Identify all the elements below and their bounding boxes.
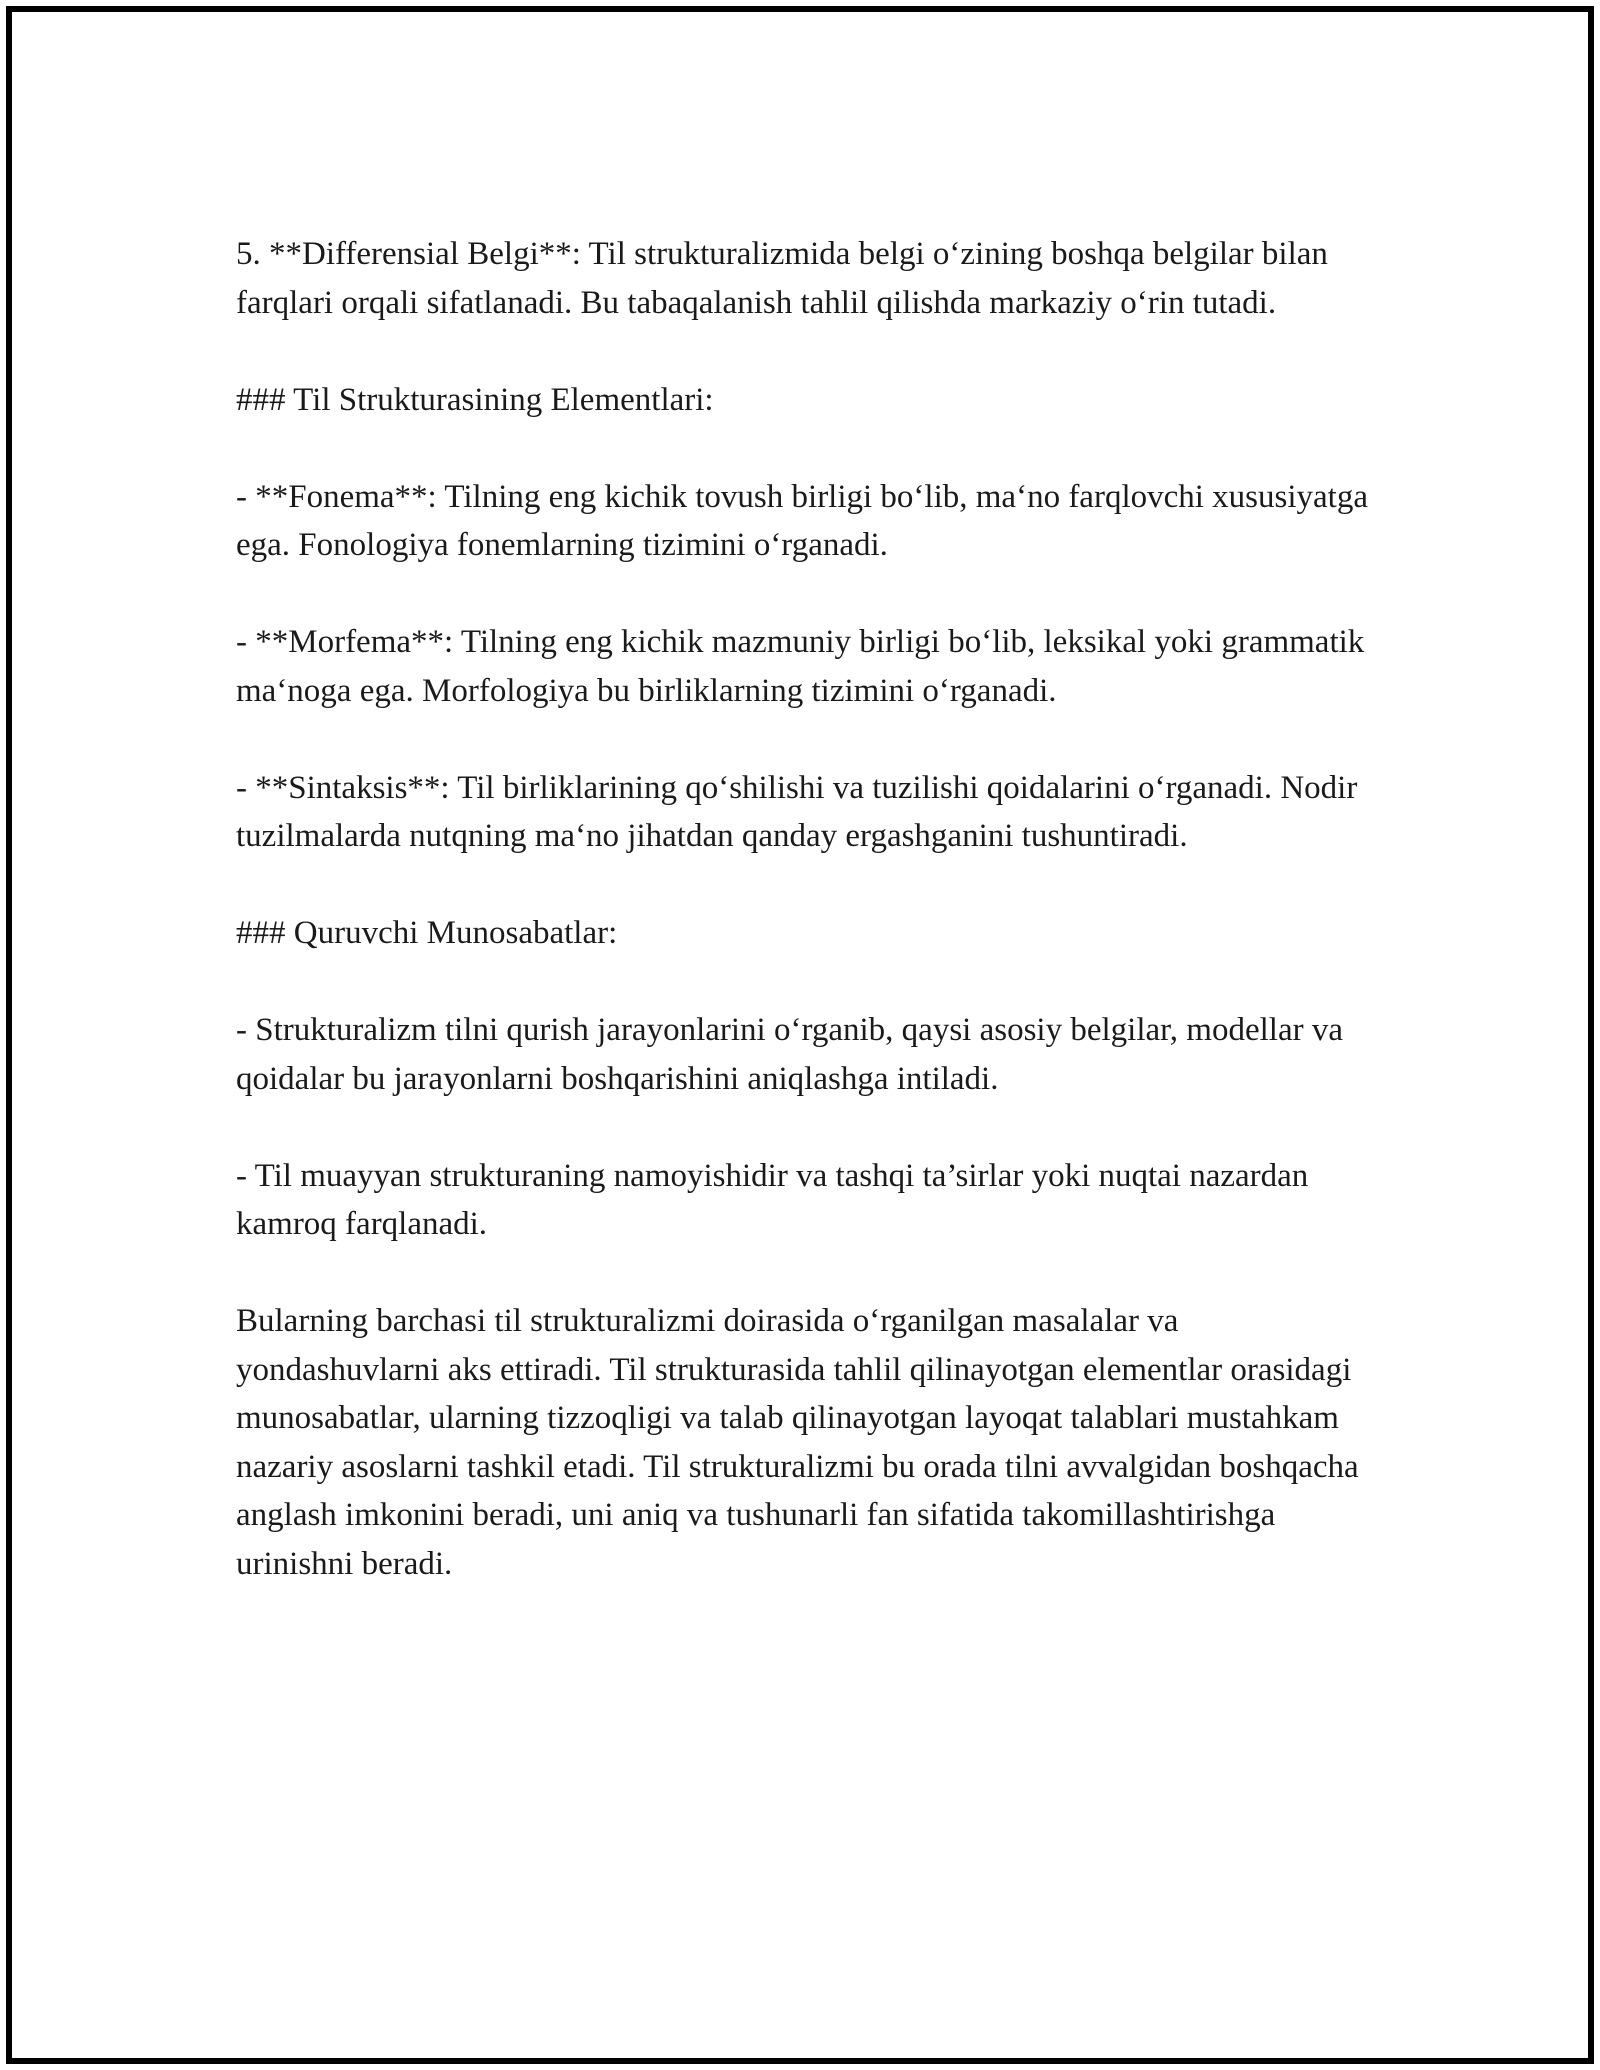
list-item-strukturalizm: - Strukturalizm tilni qurish jarayonlarini o‘rganib, qaysi asosiy belgilar, modellar va qoidalar bu jarayonlarni boshqarishini aniqlashga intiladi.	[236, 1012, 1343, 1097]
document-body	[236, 230, 1386, 1588]
list-item-fonema: - **Fonema**: Tilning eng kichik tovush birligi bo‘lib, ma‘no farqlovchi xususiyatga ega. Fonologiya fonemlarning tizimini o‘rganadi.	[236, 478, 1368, 563]
heading-til-strukturasining-elementlari: ### Til Strukturasining Elementlari:	[236, 381, 714, 418]
list-item-morfema: - **Morfema**: Tilning eng kichik mazmuniy birligi bo‘lib, leksikal yoki grammatik ma‘noga ega. Morfologiya bu birliklarning tizimini o‘rganadi.	[236, 624, 1365, 709]
paragraph-differensial-belgi: 5. **Differensial Belgi**: Til strukturalizmida belgi o‘zining boshqa belgilar bilan farqlari orqali sifatlanadi. Bu tabaqalanish tahlil qilishda markaziy o‘rin tutadi.	[236, 236, 1328, 321]
list-item-sintaksis: - **Sintaksis**: Til birliklarining qo‘shilishi va tuzilishi qoidalarini o‘rganadi. Nodir tuzilmalarda nutqning ma‘no jihatdan qanday ergashganini tushuntiradi.	[236, 769, 1358, 854]
heading-quruvchi-munosabatlar: ### Quruvchi Munosabatlar:	[236, 915, 618, 951]
list-item-til-muayyan: - Til muayyan strukturaning namoyishidir va tashqi ta’sirlar yoki nuqtai nazardan kamroq farqlanadi.	[236, 1157, 1309, 1242]
paragraph-conclusion: Bularning barchasi til strukturalizmi doirasida o‘rganilgan masalalar va yondashuvlarni aks ettiradi. Til strukturasida tahlil qilinayotgan elementlar orasidagi munosabatlar, ularning tizzoqligi va talab qilinayotgan layoqat talablari mustahkam nazariy asoslarni tashkil etadi. Til strukturalizmi bu orada tilni avvalgidan boshqacha anglash imkonini beradi, uni aniq va tushunarli fan sifatida takomillashtirishga urinishni beradi.	[236, 1303, 1359, 1582]
